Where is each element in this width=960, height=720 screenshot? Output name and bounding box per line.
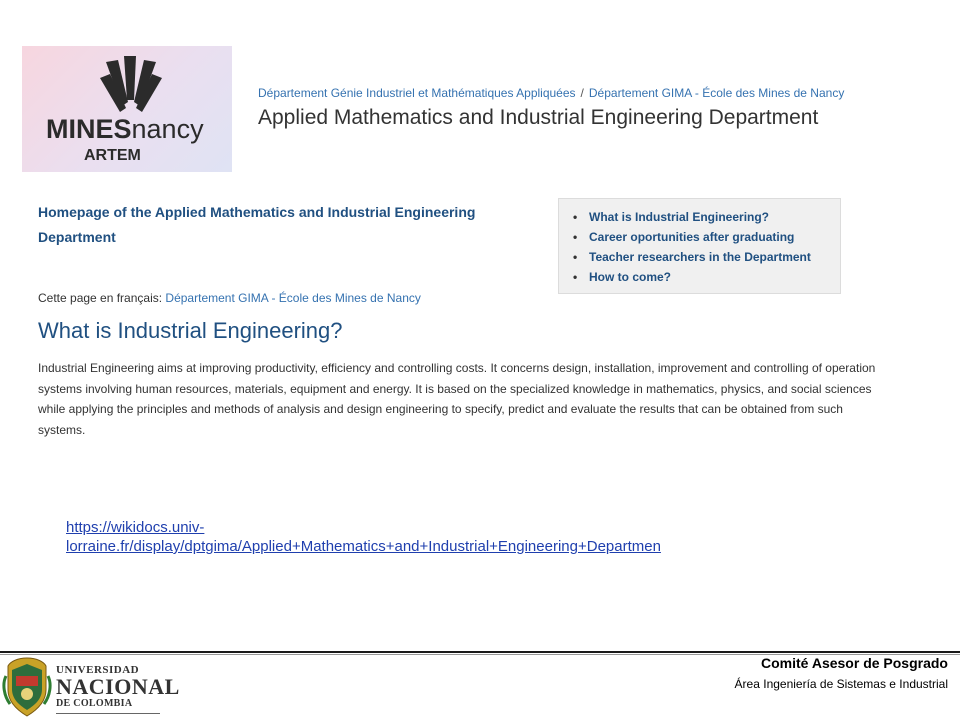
mines-nancy-logo — [22, 46, 232, 172]
logo-wordmark — [46, 114, 204, 145]
mines-nancy-fan-icon — [100, 56, 162, 114]
source-url-link[interactable] — [66, 518, 826, 556]
source-url-line1[interactable]: https://wikidocs.univ- — [66, 519, 205, 536]
french-version-line — [38, 291, 421, 305]
homepage-heading: Homepage of the Applied Mathematics and Industrial Engineering Department — [38, 204, 476, 245]
bullet-icon: • — [573, 210, 578, 224]
university-shield-icon — [2, 656, 52, 718]
toc-item-career[interactable] — [573, 229, 811, 249]
toc-item-label[interactable]: What is Industrial Engineering? — [589, 210, 770, 224]
logo-word-light: nancy — [131, 114, 204, 144]
logo-sub: ARTEM — [84, 147, 141, 164]
breadcrumb-separator: / — [580, 86, 584, 100]
french-version-link[interactable]: Département GIMA - École des Mines de Nancy — [165, 291, 421, 305]
footer-title: Comité Asesor de Posgrado — [761, 655, 948, 671]
university-rule — [56, 713, 160, 714]
footer-divider — [0, 651, 960, 653]
source-url-line2[interactable]: lorraine.fr/display/dptgima/Applied+Mathematics+and+Industrial+Engineering+Departmen — [66, 538, 661, 555]
table-of-contents — [558, 198, 841, 294]
breadcrumb-item-department[interactable]: Département Génie Industriel et Mathématiques Appliquées — [258, 86, 576, 100]
bullet-icon: • — [573, 270, 578, 284]
university-name — [56, 664, 180, 709]
footer-subtitle: Área Ingeniería de Sistemas e Industrial — [734, 677, 948, 691]
university-line2: NACIONAL — [56, 674, 180, 699]
toc-item-teachers[interactable] — [573, 249, 811, 269]
toc-list — [573, 209, 811, 289]
toc-item-label[interactable]: How to come? — [589, 270, 672, 284]
section-title: What is Industrial Engineering? — [38, 318, 343, 343]
toc-item-industrial-engineering[interactable] — [573, 209, 811, 229]
toc-item-how-to-come[interactable] — [573, 269, 811, 289]
bullet-icon: • — [573, 230, 578, 244]
breadcrumb — [258, 86, 844, 100]
logo-word-bold: MINES — [46, 114, 132, 144]
page-title: Applied Mathematics and Industrial Engineering Department — [258, 106, 819, 129]
breadcrumb-item-gima[interactable]: Département GIMA - École des Mines de Nancy — [588, 86, 845, 100]
toc-item-label[interactable]: Teacher researchers in the Department — [589, 250, 811, 264]
section-body: Industrial Engineering aims at improving productivity, efficiency and controlling costs. It concerns design, installation, improvement and controlling of operation systems involving human resources, materials, equipment and energy. It is based on the specialized knowledge in mathematics, physics, and social sciences while applying the principles and methods of analysis and design engineering to specify, predict and evaluate the results that can be obtained from such systems. — [38, 361, 876, 437]
toc-item-label[interactable]: Career oportunities after graduating — [589, 230, 795, 244]
french-prefix: Cette page en français: — [38, 291, 166, 305]
university-line1: UNIVERSIDAD — [56, 664, 140, 676]
bullet-icon: • — [573, 250, 578, 264]
university-line3: DE COLOMBIA — [56, 698, 133, 709]
